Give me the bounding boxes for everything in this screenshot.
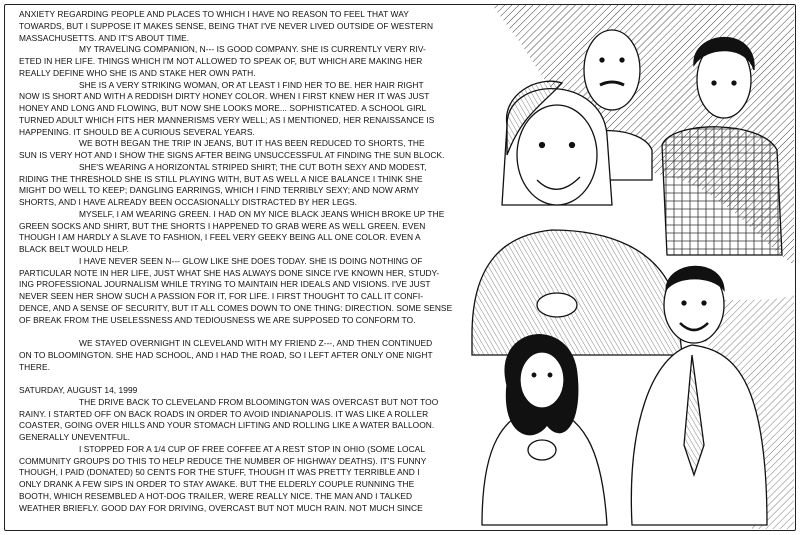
text-line: REALLY DEFINE WHO SHE IS AND STAKE HER OWN PATH.: [19, 67, 256, 78]
text-line: MASSACHUSETTS. AND IT'S ABOUT TIME.: [19, 32, 190, 43]
text-line: WE STAYED OVERNIGHT IN CLEVELAND WITH MY FRIEND Z---, AND THEN CONTINUED: [79, 338, 433, 348]
text-line: THE DRIVE BACK TO CLEVELAND FROM BLOOMINGTON WAS OVERCAST BUT NOT TOO: [79, 396, 439, 407]
text-line: WEATHER BRIEFLY. GOOD DAY FOR DRIVING, OVERCAST BUT NOT MUCH RAIN. NOT MUCH SINCE: [19, 502, 423, 513]
text-line: THERE.: [19, 361, 51, 372]
text-line: DENCE, AND A SENSE OF SECURITY, BUT IT ALL COMES DOWN TO ONE THING: DIRECTION. SOME SENSE: [19, 302, 453, 313]
text-line: MY TRAVELING COMPANION, N--- IS GOOD COMPANY. SHE IS CURRENTLY VERY RIV-: [79, 44, 426, 55]
girl-curly-hair-figure: [482, 335, 607, 525]
text-line: THOUGH I AM HARDLY A SLAVE TO FASHION, I FEEL VERY GEEKY BEING ALL ONE COLOR. EVEN A: [19, 232, 421, 243]
text-line: ONLY DRANK A FEW SIPS IN ORDER TO STAY AWAKE. BUT THE ELDERLY COUPLE RUNNING THE: [19, 479, 415, 489]
text-line: SUN IS VERY HOT AND I SHOW THE SIGNS AFTER BEING UNSUCCESSFUL AT FINDING THE SUN BLOCK.: [19, 150, 445, 160]
text-line: ETED IN HER LIFE. THINGS WHICH I'M NOT ALLOWED TO SPEAK OF, BUT WHICH ARE MAKING HER: [19, 56, 423, 66]
text-line: NOW IS SHORT AND WITH A REDDISH DIRTY HONEY COLOR. WHEN I FIRST KNEW HER IT WAS JUST: [19, 91, 430, 102]
text-line: I HAVE NEVER SEEN N--- GLOW LIKE SHE DOES TODAY. SHE IS DOING NOTHING OF: [79, 255, 423, 266]
text-line: SATURDAY, AUGUST 14, 1999: [19, 385, 138, 395]
text-line: I STOPPED FOR A 1/4 CUP OF FREE COFFEE AT A REST STOP IN OHIO (SOME LOCAL: [79, 443, 426, 454]
text-line: BLACK BELT WOULD HELP.: [19, 244, 130, 254]
text-line: HONEY AND LONG AND FLOWING, BUT NOW SHE LOOKS MORE... SOPHISTICATED. A SCHOOL GIRL: [19, 103, 427, 113]
text-line: GREEN SOCKS AND SHIRT, BUT THE SHORTS I HAPPENED TO GRAB WERE AS WELL GREEN. EVEN: [19, 220, 426, 231]
text-line: GENERALLY UNEVENTFUL.: [19, 432, 131, 442]
text-line: ON TO BLOOMINGTON. SHE HAD SCHOOL, AND I HAD THE ROAD, SO I LEFT AFTER ONLY ONE NIGHT: [19, 349, 433, 360]
text-line: THOUGH, I PAID (DONATED) 50 CENTS FOR THE STUFF, THOUGH IT WAS PRETTY TERRIBLE AND I: [19, 467, 420, 478]
text-line: COMMUNITY GROUPS DO THIS TO HELP REDUCE THE NUMBER OF HIGHWAY DEATHS). IT'S FUNNY: [19, 455, 427, 466]
text-line: MYSELF, I AM WEARING GREEN. I HAD ON MY NICE BLACK JEANS WHICH BROKE UP THE: [79, 208, 445, 219]
text-line: SHE'S WEARING A HORIZONTAL STRIPED SHIRT; THE CUT BOTH SEXY AND MODEST,: [79, 161, 427, 172]
text-line: SHE IS A VERY STRIKING WOMAN, OR AT LEAST I FIND HER TO BE. HER HAIR RIGHT: [79, 79, 424, 90]
text-line: COASTER, GOING OVER HILLS AND YOUR STOMACH LIFTING AND ROLLING LIKE A WATER BALLOON.: [19, 420, 435, 431]
text-line: ANXIETY REGARDING PEOPLE AND PLACES TO WHICH I HAVE NO REASON TO FEEL THAT WAY: [19, 9, 409, 19]
text-line: SHORTS, AND I HAVE ALREADY BEEN OCCASIONALLY DISTRACTED BY HER LEGS.: [19, 197, 358, 207]
text-line: TOWARDS, BUT I SUPPOSE IT MAKES SENSE, BEING THAT I'VE NEVER LIVED OUTSIDE OF WESTERN: [19, 20, 434, 31]
text-line: TURNED ADULT WHICH FITS HER MANNERISMS VERY WELL; AS I MENTIONED, HER RENAISSANCE IS: [19, 114, 435, 125]
text-line: ING PROFESSIONAL JOURNALISM WHILE TRYING TO MAINTAIN HER IDEALS AND VISIONS. I'VE JUST: [19, 279, 431, 290]
illustration-portraits: [462, 5, 794, 529]
text-line: WE BOTH BEGAN THE TRIP IN JEANS, BUT IT HAS BEEN REDUCED TO SHORTS, THE: [79, 138, 425, 149]
text-line: BOOTH, WHICH RESEMBLED A HOT-DOG TRAILER, WERE REALLY NICE. THE MAN AND I TALKED: [19, 490, 413, 501]
text-line: PARTICULAR NOTE IN HER LIFE, JUST WHAT SHE HAS ALWAYS DONE SINCE I'VE KNOWN HER, STUDY-: [19, 267, 440, 278]
text-line: MIGHT DO WELL TO KEEP; DANGLING EARRINGS, WHICH I FIND TERRIBLY SEXY; AND NOW ARMY: [19, 185, 420, 196]
text-line: OF BREAK FROM THE USELESSNESS AND TEDIOUSNESS WE ARE SUPPOSED TO CONFORM TO.: [19, 314, 416, 325]
text-line: NEVER SEEN HER SHOW SUCH A PASSION FOR IT, FOR LIFE. I FIRST THOUGHT TO CALL IT CONFI-: [19, 291, 424, 301]
text-line: HAPPENING. IT SHOULD BE A CURIOUS SEVERAL YEARS.: [19, 126, 255, 137]
text-line: RIDING THE THRESHOLD SHE IS STILL PLAYING WITH, BUT AS WELL A NICE BALANCE I THINK SHE: [19, 173, 423, 184]
text-line: RAINY. I STARTED OFF ON BACK ROADS IN ORDER TO AVOID INDIANAPOLIS. IT WAS LIKE A ROLLER: [19, 408, 429, 419]
